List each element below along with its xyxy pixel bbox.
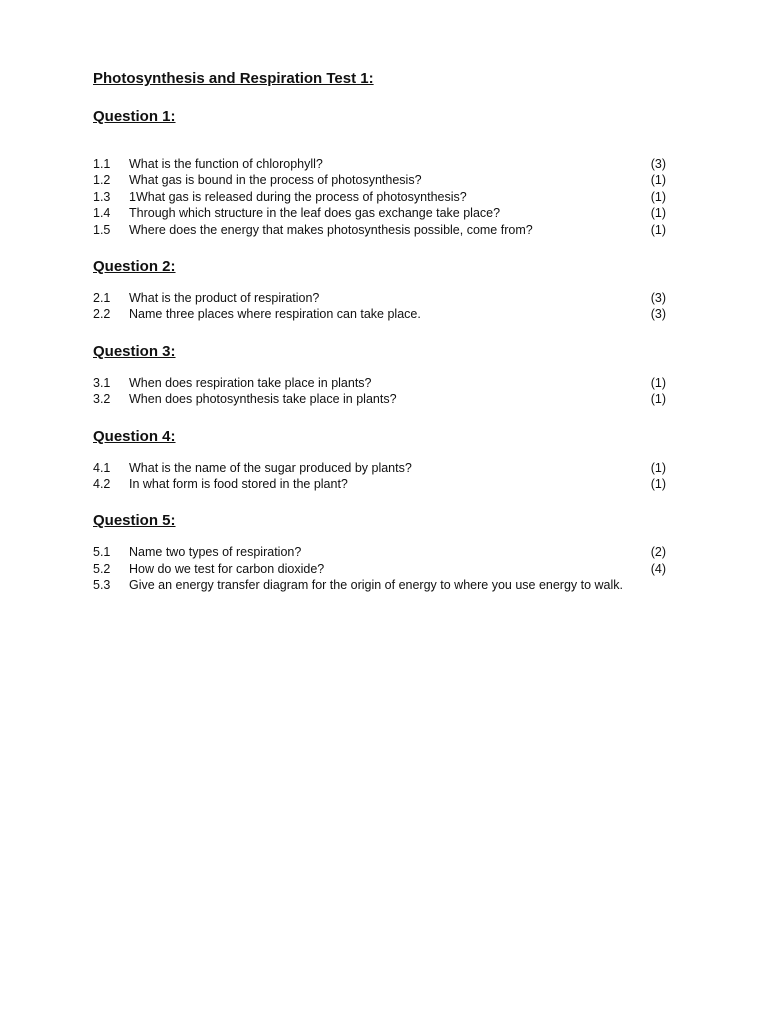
item-text: Name two types of respiration? <box>129 545 302 560</box>
item-marks: (1) <box>650 476 666 491</box>
question-3-list <box>93 375 668 408</box>
item-text: Where does the energy that makes photosynthesis possible, come from? <box>129 222 533 237</box>
question-2-list <box>93 290 668 323</box>
question-5-list <box>93 544 668 593</box>
question-item <box>93 222 668 238</box>
item-number: 5.2 <box>93 561 111 576</box>
item-text: In what form is food stored in the plant? <box>129 476 348 491</box>
question-item <box>93 476 668 492</box>
question-5-heading: Question 5: <box>93 512 176 530</box>
question-item <box>93 561 668 577</box>
question-item <box>93 544 668 560</box>
item-text: Name three places where respiration can take place. <box>129 307 421 322</box>
question-item <box>93 391 668 407</box>
question-4-heading: Question 4: <box>93 427 176 445</box>
test-document <box>93 68 668 593</box>
question-1-heading: Question 1: <box>93 108 176 125</box>
item-number: 1.3 <box>93 189 111 204</box>
item-marks: (1) <box>650 392 666 407</box>
item-text: When does photosynthesis take place in plants? <box>129 392 397 407</box>
item-number: 3.2 <box>93 392 111 407</box>
question-item <box>93 375 668 391</box>
item-number: 1.1 <box>93 157 111 171</box>
item-marks: (1) <box>650 460 666 475</box>
question-4-list <box>93 460 668 493</box>
question-item <box>93 577 668 593</box>
item-marks: (1) <box>650 206 666 221</box>
question-5-section <box>93 510 668 593</box>
question-3-heading: Question 3: <box>93 342 176 360</box>
item-number: 4.1 <box>93 460 111 475</box>
item-marks: (1) <box>650 222 666 237</box>
question-4-section <box>93 426 668 493</box>
item-marks: (3) <box>650 307 666 322</box>
question-item <box>93 460 668 476</box>
item-number: 5.1 <box>93 545 111 560</box>
document-title: Photosynthesis and Respiration Test 1: <box>93 70 374 87</box>
question-1-section <box>93 106 668 238</box>
item-marks: (4) <box>650 561 666 576</box>
question-1-list <box>93 156 668 238</box>
item-text: Through which structure in the leaf does gas exchange take place? <box>129 206 501 221</box>
item-text: What is the name of the sugar produced by plants? <box>129 460 412 475</box>
item-marks: (3) <box>650 157 666 171</box>
item-marks: (1) <box>650 189 666 204</box>
item-text: What is the product of respiration? <box>129 290 320 305</box>
item-text: What is the function of chlorophyll? <box>129 157 323 171</box>
question-item <box>93 156 668 172</box>
question-item <box>93 189 668 205</box>
item-number: 1.4 <box>93 206 111 221</box>
item-marks: (1) <box>650 173 666 188</box>
item-number: 5.3 <box>93 578 111 593</box>
item-marks: (3) <box>650 290 666 305</box>
item-marks: (1) <box>650 375 666 390</box>
item-number: 1.2 <box>93 173 111 188</box>
item-marks: (2) <box>650 545 666 560</box>
item-number: 2.1 <box>93 290 111 305</box>
question-3-section <box>93 341 668 408</box>
question-item <box>93 306 668 322</box>
item-text: When does respiration take place in plants? <box>129 375 372 390</box>
question-item <box>93 205 668 221</box>
item-text: How do we test for carbon dioxide? <box>129 561 325 576</box>
item-text: 1What gas is released during the process of photosynthesis? <box>129 189 467 204</box>
question-2-heading: Question 2: <box>93 257 176 275</box>
item-number: 3.1 <box>93 375 111 390</box>
item-text: Give an energy transfer diagram for the origin of energy to where you use energy to walk. <box>129 578 624 593</box>
item-number: 1.5 <box>93 222 111 237</box>
item-number: 4.2 <box>93 476 111 491</box>
item-text: What gas is bound in the process of photosynthesis? <box>129 173 422 188</box>
question-item <box>93 172 668 188</box>
question-item <box>93 290 668 306</box>
question-2-section <box>93 256 668 323</box>
item-number: 2.2 <box>93 307 111 322</box>
